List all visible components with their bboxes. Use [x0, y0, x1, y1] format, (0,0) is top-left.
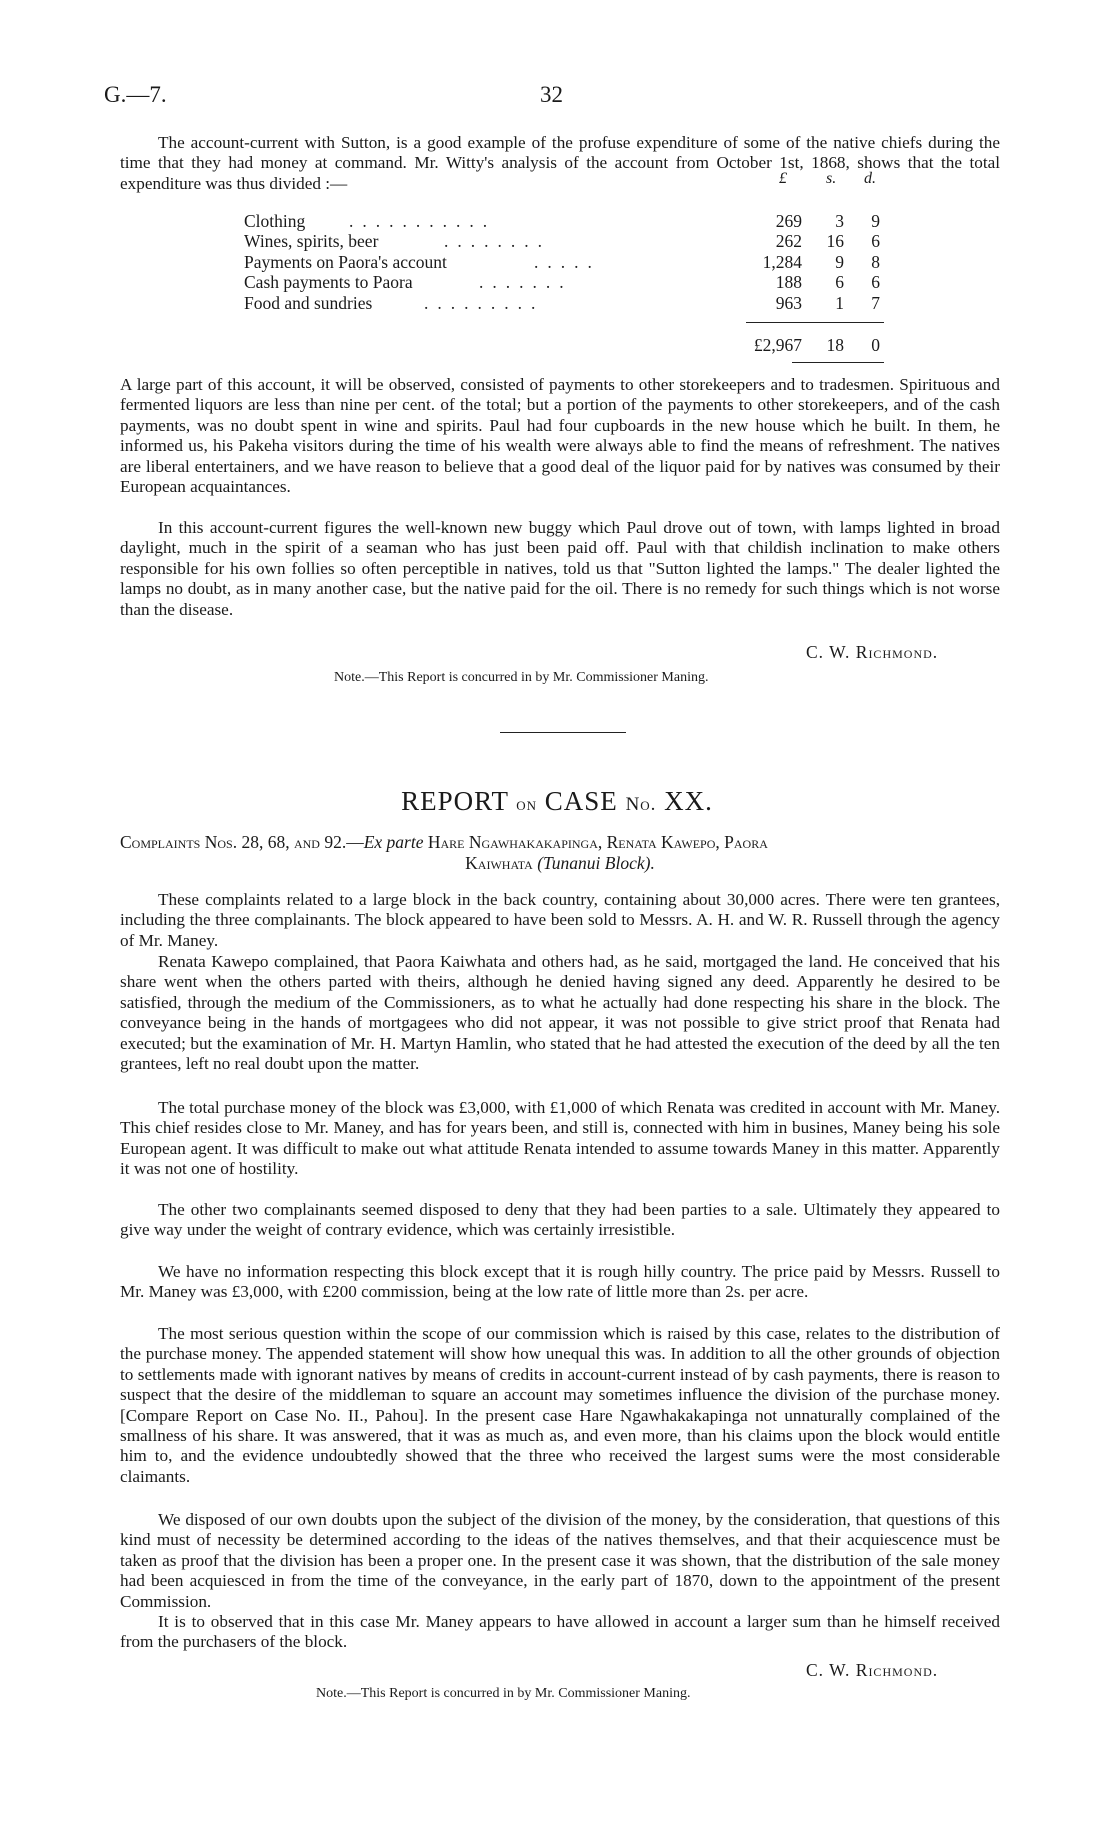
- ledger-total-row: [244, 335, 884, 356]
- col-head-shillings: s.: [826, 170, 837, 187]
- complaints-heading: [120, 832, 1000, 874]
- ledger-shillings: 6: [835, 272, 844, 292]
- ledger-shillings: 9: [835, 251, 844, 272]
- page-number: 32: [540, 82, 563, 107]
- section-divider: [500, 732, 626, 733]
- signature: C. W. Richmond.: [806, 642, 939, 662]
- paragraph-text: It is to observed that in this case Mr. Maney appears to have allowed in account a larger sum than he himself received from the purchasers of the block.: [120, 1612, 1000, 1652]
- signature: C. W. Richmond.: [806, 1660, 939, 1680]
- leader-dots: .....: [534, 251, 601, 272]
- paragraph: [120, 1098, 1000, 1180]
- paragraph-text: A large part of this account, it will be observed, consisted of payments to other storekeepers and to tradesmen. Spirituous and fermented liquors are less than nine per cent. of the total; but a portion of the payments to other storekeepers, and of the cash payments, was no doubt spent in wine and spirits. Paul had four cupboards in the new house which he built. In them, he informed us, his Pakeha visitors during the time of his wealth were always able to find the means of refreshment. The natives are liberal entertainers, and we have reason to believe that a good deal of the liquor paid for by natives was consumed by their European acquaintances.: [120, 375, 1000, 497]
- ledger-label: Clothing: [244, 210, 306, 231]
- ledger-pounds: 1,284: [762, 251, 802, 272]
- ledger-pence: 6: [871, 272, 880, 292]
- ledger-label: Wines, spirits, beer: [244, 231, 379, 251]
- total-pounds: £2,967: [753, 335, 802, 355]
- title-part: XX.: [656, 786, 713, 816]
- ledger-total: [244, 335, 884, 356]
- ledger-row: [244, 293, 884, 314]
- ledger-pence: 7: [871, 292, 880, 313]
- paragraph: [120, 1510, 1000, 1612]
- paragraph-text: In this account-current figures the well-known new buggy which Paul drove out of town, with lamps lighted in broad daylight, much in the spirit of a seaman who has just been paid off. Paul with that childish inclination to make others responsible for his own follies so often perceptible in natives, told us that "Sutton lighted the lamps." The dealer lighted the lamps no doubt, as in many another case, but the native paid for the oil. There is no remedy for such things which is not worse than the disease.: [120, 518, 1000, 619]
- report-title: [0, 786, 1114, 817]
- title-part: REPORT: [401, 786, 517, 816]
- expenditure-table: [244, 170, 884, 313]
- ledger-row: [244, 231, 884, 252]
- paragraph: [120, 1612, 1000, 1653]
- document-reference: G.—7.: [104, 82, 167, 107]
- leader-dots: .........: [424, 292, 545, 313]
- ledger-row: [244, 211, 884, 232]
- ledger-label: Food and sundries: [244, 292, 373, 313]
- paragraph-text: Renata Kawepo complained, that Paora Kaiwhata and others had, as he said, mortgaged the land. He conceived that his share went when the others parted with theirs, although he denied having signed any deed. Apparently he desired to be satisfied, through the medium of the Commissioners, as to what he actually had done respecting his share in the block. The conveyance being in the hands of mortgagees who did not appear, it was not possible to give strict proof that Renata had executed; but the examination of Mr. H. Martyn Hamlin, who stated that he had attested the execution of the deed by all the ten grantees, left no real doubt upon the matter.: [120, 952, 1000, 1074]
- ledger-pounds: 262: [775, 231, 802, 251]
- ledger-shillings: 3: [835, 210, 844, 231]
- intro-text: The account-current with Sutton, is a good example of the profuse expenditure of some of the native chiefs during the time that they had money at command. Mr. Witty's analysis of the account from October 1st, 1868, shows that the total expenditure was thus divided :—: [120, 133, 1000, 193]
- title-part: No.: [625, 794, 657, 815]
- total-underline: [792, 362, 884, 363]
- leader-dots: .......: [479, 272, 573, 292]
- ledger-shillings: 16: [826, 231, 844, 251]
- complaints-label: Complaints Nos. 28, 68, and 92.—: [120, 832, 364, 852]
- paragraph-text: We have no information respecting this block except that it is rough hilly country. The price paid by Messrs. Russell to Mr. Maney was £3,000, with £200 commission, being at the low rate of little more than 2s. per acre.: [120, 1262, 1000, 1302]
- paragraph: [120, 1200, 1000, 1241]
- leader-dots: ...........: [349, 210, 497, 231]
- concurrence-note: Note.—This Report is concurred in by Mr. Commissioner Maning.: [334, 670, 709, 685]
- total-shillings: 18: [826, 335, 844, 355]
- total-rule: [746, 322, 884, 323]
- ledger-shillings: 1: [835, 292, 844, 313]
- paragraph-text: The most serious question within the scope of our commission which is raised by this case, relates to the distribution of the purchase money. The appended statement will show how unequal this was. In addition to all the other grounds of objection to settlements made with ignorant natives by means of credits in account-current instead of by cash payments, there is reason to suspect that the desire of the middleman to square an account may sometimes influence the division of the purchase money. [Compare Report on Case No. II., Pahou]. In the present case Hare Ngawhakakapinga not unnaturally complained of the smallness of his share. It was answered, that it was as much as, and even more, than his claims upon the block would entitle him to, and the evidence undoubtedly showed that the three who received the largest sums were the most considerable claimants.: [120, 1324, 1000, 1486]
- leader-dots: ........: [444, 231, 551, 251]
- ex-parte: Ex parte: [363, 832, 424, 852]
- paragraph-text: The total purchase money of the block was £3,000, with £1,000 of which Renata was credited in account with Mr. Maney. This chief resides close to Mr. Maney, and has for years been, and still is, connected with him in busines, Maney being his sole European agent. It was difficult to make out what attitude Renata intended to assume towards Maney in this matter. Apparently it was not one of hostility.: [120, 1098, 1000, 1179]
- ledger-pence: 9: [871, 210, 880, 231]
- col-head-pence: d.: [864, 170, 876, 187]
- parties-line-2: Kaiwhata: [465, 853, 533, 873]
- ledger-row: [244, 252, 884, 273]
- paragraph: [120, 1324, 1000, 1487]
- concurrence-note: Note.—This Report is concurred in by Mr. Commissioner Maning.: [316, 1686, 691, 1701]
- ledger-pounds: 269: [775, 210, 802, 231]
- ledger-pence: 8: [871, 251, 880, 272]
- paragraph: [120, 952, 1000, 1074]
- ledger-label: Cash payments to Paora: [244, 272, 413, 292]
- title-part: on: [516, 794, 538, 815]
- paragraph-text: We disposed of our own doubts upon the subject of the division of the money, by the consideration, that questions of this kind must of necessity be determined according to the ideas of the natives themselves, and that their acquiescence must be taken as proof that the division has been a proper one. In the present case it was shown, that the distribution of the sale money had been acquiesced in from the time of the conveyance, in the early part of 1870, down to the appointment of the present Commission.: [120, 1510, 1000, 1611]
- ledger-pounds: 963: [775, 292, 802, 313]
- ledger-column-headers: [244, 170, 884, 211]
- paragraph: [120, 375, 1000, 497]
- total-pence: 0: [871, 335, 880, 355]
- ledger-pence: 6: [871, 231, 880, 251]
- col-head-pounds: £: [779, 170, 787, 187]
- paragraph-text: These complaints related to a large block in the back country, containing about 30,000 acres. There were ten grantees, including the three complainants. The block appeared to have been sold to Messrs. A. H. and W. R. Russell through the agency of Mr. Maney.: [120, 890, 1000, 950]
- paragraph: [120, 518, 1000, 620]
- ledger-label: Payments on Paora's account: [244, 251, 447, 272]
- paragraph: [120, 1262, 1000, 1303]
- block-name: (Tunanui Block).: [537, 853, 655, 873]
- ledger-row: [244, 272, 884, 293]
- paragraph-text: The other two complainants seemed disposed to deny that they had been parties to a sale. Ultimately they appeared to give way under the weight of contrary evidence, which was certainly irresistible.: [120, 1200, 1000, 1240]
- title-part: CASE: [537, 786, 626, 816]
- ledger-pounds: 188: [775, 272, 802, 292]
- paragraph: [120, 890, 1000, 951]
- parties-line-1: Hare Ngawhakakapinga, Renata Kawepo, Paora: [423, 832, 768, 852]
